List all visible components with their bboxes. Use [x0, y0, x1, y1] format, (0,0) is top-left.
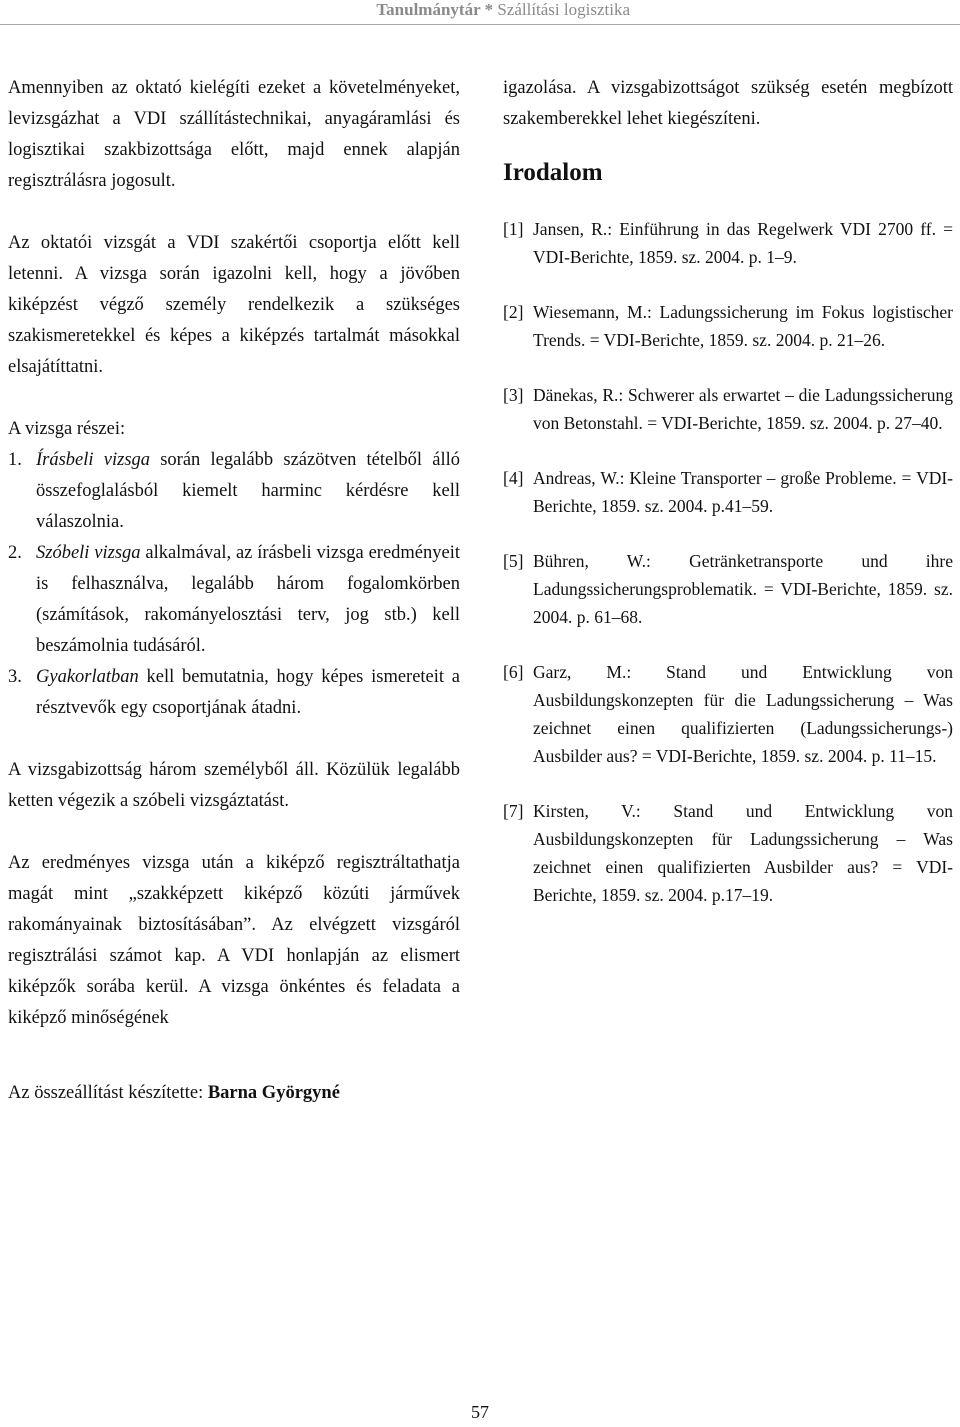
reference-text: Dänekas, R.: Schwerer als erwartet – die Ladungssicherung von Betonstahl. = VDI-Berichte, 1859. sz. 2004. p. 27–40.	[533, 385, 953, 433]
reference-list	[503, 215, 953, 909]
page-header	[0, 0, 960, 25]
list-item	[8, 662, 460, 724]
reference-item	[503, 381, 953, 437]
reference-item	[503, 797, 953, 909]
right-column	[503, 73, 953, 936]
paragraph: Az oktatói vizsgát a VDI szakértői csoportja előtt kell letenni. A vizsga során igazolni kell, hogy a jövőben kiképzést végző személy rendelkezik a szükséges szakismeretekkel és képes a kiképzés tartalmát másokkal elsajátíttatni.	[8, 233, 460, 377]
list-item-text: alkalmával, az írásbeli vizsga eredményeit is felhasználva, legalább három fogalomkörben (számítások, rakományelosztási terv, jog stb.) kell beszámolnia tudásáról.	[36, 543, 460, 656]
list-item-emphasis: Szóbeli vizsga	[36, 543, 141, 563]
reference-number: [1]	[503, 219, 524, 239]
page-number: 57	[471, 1402, 489, 1422]
compiler-label: Az összeállítást készítette:	[8, 1083, 208, 1103]
compiler-credit	[8, 1083, 340, 1104]
left-column	[8, 73, 460, 1034]
list-item	[8, 538, 460, 662]
reference-number: [4]	[503, 468, 524, 488]
running-title-separator: *	[480, 0, 498, 19]
list-item-text: során legalább százötven tételből álló összefoglalásból kiemelt harminc kérdésre kell válaszolnia.	[36, 450, 460, 532]
reference-number: [7]	[503, 801, 524, 821]
reference-item	[503, 464, 953, 520]
reference-number: [5]	[503, 551, 524, 571]
paragraph: Amennyiben az oktató kielégíti ezeket a követelményeket, levizsgázhat a VDI szállítástechnikai, anyagáramlási és logisztikai szakbizottsága előtt, majd ennek alapján regisztrálásra jogosult.	[8, 78, 460, 191]
exam-parts-list	[8, 445, 460, 724]
reference-item	[503, 658, 953, 770]
reference-text: Wiesemann, M.: Ladungssicherung im Fokus logistischer Trends. = VDI-Berichte, 1859. sz. 2004. p. 21–26.	[533, 302, 953, 350]
exam-parts-title: A vizsga részei:	[8, 419, 126, 439]
reference-item	[503, 547, 953, 631]
paragraph: Az eredményes vizsga után a kiképző regisztráltathatja magát mint „szakképzett kiképző közúti járművek rakományainak biztosításában”. Az elvégzett vizsgáról regisztrálási számot kap. A VDI honlapján az elismert kiképzők sorába kerül. A vizsga önkéntes és feladata a kiképző minőségének	[8, 853, 460, 1028]
reference-number: [6]	[503, 662, 524, 682]
reference-text: Bühren, W.: Getränketransporte und ihre Ladungssicherungsproblematik. = VDI-Berichte, 1859. sz. 2004. p. 61–68.	[533, 551, 953, 627]
running-title-series: Tanulmánytár	[376, 0, 481, 19]
list-item	[8, 445, 460, 538]
list-number: 1.	[8, 450, 22, 470]
list-item-text: kell bemutatnia, hogy képes ismereteit a résztvevők egy csoportjának átadni.	[36, 667, 460, 718]
section-heading: Irodalom	[503, 159, 603, 186]
list-number: 3.	[8, 667, 22, 687]
paragraph: A vizsgabizottság három személyből áll. Közülük legalább ketten végezik a szóbeli vizsgáztatást.	[8, 760, 460, 811]
list-item-emphasis: Gyakorlatban	[36, 667, 139, 687]
list-number: 2.	[8, 543, 22, 563]
reference-text: Kirsten, V.: Stand und Entwicklung von Ausbildungskonzepten für Ladungssicherung – Was zeichnet einen qualifizierten Ausbilder aus? = VDI-Berichte, 1859. sz. 2004. p.17–19.	[533, 801, 953, 905]
reference-text: Garz, M.: Stand und Entwicklung von Ausbildungskonzepten für die Ladungssicherung – Was zeichnet einen qualifizierten (Ladungssicherungs-) Ausbilder aus? = VDI-Berichte, 1859. sz. 2004. p. 11–15.	[533, 662, 953, 766]
reference-text: Jansen, R.: Einführung in das Regelwerk VDI 2700 ff. = VDI-Berichte, 1859. sz. 2004. p. 1–9.	[533, 219, 953, 267]
reference-text: Andreas, W.: Kleine Transporter – große Probleme. = VDI-Berichte, 1859. sz. 2004. p.41–59.	[533, 468, 953, 516]
list-item-emphasis: Írásbeli vizsga	[36, 450, 151, 470]
compiler-name: Barna Györgyné	[207, 1083, 340, 1103]
running-title	[376, 0, 630, 20]
reference-item	[503, 298, 953, 354]
reference-number: [2]	[503, 302, 524, 322]
reference-item	[503, 215, 953, 271]
reference-number: [3]	[503, 385, 524, 405]
paragraph: igazolása. A vizsgabizottságot szükség esetén megbízott szakemberekkel lehet kiegészíteni.	[503, 78, 953, 129]
running-title-topic: Szállítási logisztika	[497, 0, 630, 19]
